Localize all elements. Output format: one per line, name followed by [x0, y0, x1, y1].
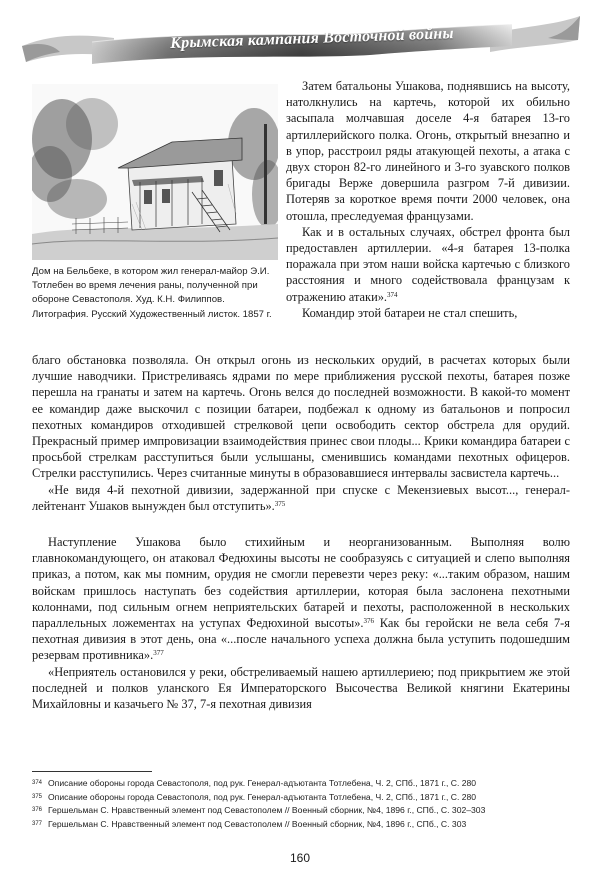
footnote-number: 377	[32, 820, 43, 827]
chapter-banner	[22, 12, 582, 70]
paragraph: Командир этой батареи не стал спешить,	[302, 305, 518, 320]
page-number: 160	[289, 851, 311, 865]
footnote-text: Описание обороны города Севастополя, под рук. Генерал-адъютанта Тотлебена, Ч. 2, СПб., 1871 г., С. 280	[48, 778, 477, 788]
footnote-text: Гершельман С. Нравственный элемент под Севастополем // Военный сборник, №4, 1896 г., СПб., С. 302–303	[48, 805, 486, 815]
paragraph: «Неприятель остановился у реки, обстреливаемый нашею артиллериею; под прикрытием же этой последней и полков уланского Ея Императорского Высочества Великой княгини Екатерины Михайловны и казачьего № 37, 7-я пехотная дивизия	[32, 664, 570, 712]
paragraph	[32, 534, 570, 664]
footnote	[32, 777, 570, 791]
right-column-text	[286, 78, 570, 321]
paragraph: Затем батальоны Ушакова, поднявшись на высоту, натолкнулись на картечь, которой их обильно засыпала молчавшая доселе 4-я батарея 13-го артиллерийского полка. Огонь, открытый внезапно и в упор, расстроил ряды атакующей пехоты, а атака с двух сторон 82-го линейного и 3-го зуавского полков бригады Верже довершила разгром 7-й дивизии. Потеряв за короткое время почти 2000 человек, она отошла, преследуемая французами.	[286, 79, 570, 223]
chapter-title: Крымская кампания Восточной войны	[169, 25, 455, 52]
full-width-text	[32, 534, 570, 712]
footnote-text: Описание обороны города Севастополя, под рук. Генерал-адъютанта Тотлебена, Ч. 2, СПб., 1871 г., С. 280	[48, 791, 477, 802]
footnote-number: 375	[32, 793, 43, 800]
footnote-text: Гершельман С. Нравственный элемент под Севастополем // Военный сборник, №4, 1896 г., СПб., С. 303	[48, 818, 467, 829]
footnote-number: 374	[32, 780, 43, 786]
footnote	[32, 791, 570, 805]
paragraph-text: Наступление Ушакова было стихийным и неорганизованным. Выполняя волю главнокомандующего, он атаковал Федюхины высоты не сообразуясь с ситуацией и слепо выполняя приказ, а потом, как мы помним, орудия не смогли перевезти через реку: «...таким образом, нашим войскам пришлось наступать без содействия артиллерии, которая была заслонена пехотными колоннами, под сильным огнем неприятельских батарей и пехоты, расположенной в нескольких параллельных ложементах на уступах Федюхиной высоты».	[32, 535, 570, 631]
footnote-ref: 377	[153, 649, 164, 658]
footnote-number: 376	[32, 807, 43, 813]
house-lithograph-illustration	[32, 84, 278, 260]
paragraph-text: «Не видя 4-й пехотной дивизии, задержанной при спуске с Мекензиевых высот..., генерал-лейтенант Ушаков вынужден был отступить».	[32, 482, 570, 513]
footnote	[32, 818, 570, 832]
illustration-caption: Дом на Бельбеке, в котором жил генерал-майор Э.И. Тотлебен во время лечения раны, полученной при обороне Севастополя. Худ. К.Н. Филиппов. Литография. Русский Художественный листок. 1857 г.	[32, 266, 272, 320]
footnote-divider	[32, 771, 152, 772]
quote-paragraph	[32, 482, 570, 514]
paragraph-text: Как и в остальных случаях, обстрел фронта был предоставлен артиллерии. «4-я батарея 13-полка поражала при этом наши войска картечью с близкого расстояния и много содействовала французам к отражению атаки».	[286, 224, 570, 304]
footnotes	[32, 777, 570, 831]
full-width-text	[32, 352, 570, 514]
footnote-ref: 375	[274, 499, 286, 508]
paragraph	[286, 224, 570, 305]
footnote	[32, 804, 570, 818]
paragraph: благо обстановка позволяла. Он открыл огонь из нескольких орудий, в расчетах которых были лучшие наводчики. Пристреливаясь ядрами по мере приближения русской пехоты, батарея позже перешла на гранаты и затем на картечь. Огонь велся до последней возможности. В какой-то момент ее командир даже выскочил с позиции батареи, подбежал к одному из батальонов и попросил пехотных командиров отходившей стрелковой цепи освободить сектор обстрела для орудий. Прекрасный пример импровизации взаимодействия принес свои плоды... Крики командира батареи с просьбой стрелкам расступиться были услышаны, сменившись командами пехотных офицеров. Стрелки расступились. Через считанные минуты в образовавшиеся интервалы засвистела картечь...	[32, 353, 570, 481]
footnote-ref: 376	[363, 617, 375, 626]
paragraph-text: Как бы геройски не вела себя 7-я пехотная дивизия в этот день, она «...после начального успеха должна была уступить подошедшим резервам противника».	[32, 616, 570, 663]
footnote-ref: 374	[387, 290, 398, 299]
